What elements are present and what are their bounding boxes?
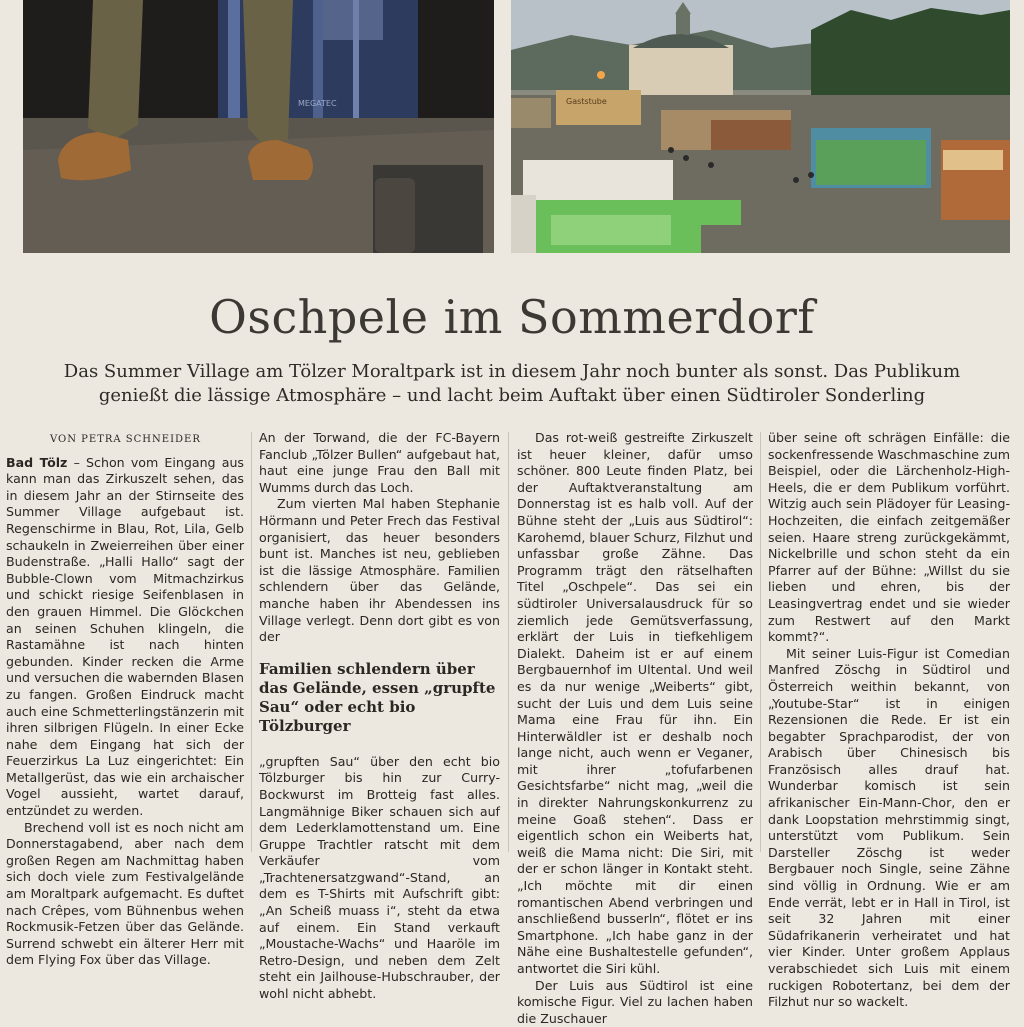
article-column-4 bbox=[768, 430, 1010, 1010]
article-headline: Oschpele im Sommerdorf bbox=[209, 290, 815, 344]
article-paragraph: Mit seiner Luis-Figur ist Comedian Manfred Zöschg in Südtirol und Österreich weithin bekannt, von „Youtube-Star“ ist in einigen Rezensionen die Rede. Er ist ein begabter Sprachparodist, der von Arabisch über Chinesisch bis Französisch alles drauf hat. Wunderbar komisch ist sein afrikanischer Ein-Mann-Chor, den er dank Loopstation mehrstimmig singt, unterstützt vom Publikum. Sein Darsteller Zöschg ist weder Bergbauer noch Single, seine Zähne sind völlig in Ordnung. Wie er am Ende verrät, lebt er in Hall in Tirol, ist seit 32 Jahren mit einer Südafrikanerin verheiratet und hat vier Kinder. Unter großem Applaus verabschiedet sich Luis mit einem ruckigen Robotertanz, bei dem der Filzhut nur so wackelt. bbox=[768, 645, 1010, 1010]
column-divider bbox=[508, 432, 509, 852]
paragraph-text: – Schon vom Eingang aus kann man das Zirkuszelt sehen, das in diesem Jahr an der Stirnseite des Summer Village aufgebaut ist. Regenschirme in Blau, Rot, Lila, Gelb schaukeln in Zweierreihen über einer Budenstraße. „Halli Hallo“ sagt der Bubble-Clown vom Mitmachzirkus und schickt riesige Seifenblasen in den grauen Himmel. Die Glöckchen an seinen Schuhen klingeln, die Rastamähne ist nach hinten gebunden. Kinder recken die Arme und versuchen die wabernden Blasen zu fangen. Großen Eindruck macht auch eine Schmetterlingstänzerin mit ihren silbrigen Flügeln. In einer Ecke nahe dem Eingang hat sich der Feuerzirkus La Luz eingerichtet: Ein Metallgerüst, das wie ein archaischer Vogel aussieht, wartet darauf, entzündet zu werden. bbox=[6, 454, 244, 819]
article-column-3 bbox=[517, 430, 753, 1026]
article-paragraph: über seine oft schrägen Einfälle: die sockenfressende Waschmaschine zum Beispiel, oder die Lärchenholz-High-Heels, die er dem Publikum vorführt. Witzig auch sein Plädoyer für Leasing-Hochzeiten, die einfach zeitgemäßer seien. Haare streng zurückgekämmt, Nickelbrille und schon steht da ein Pfarrer auf der Bühne: „Willst du sie lieben und ehren, bis der Leasingvertrag endet und sie wieder zum Restwert auf den Markt kommt?“. bbox=[768, 430, 1010, 645]
article-byline: VON PETRA SCHNEIDER bbox=[50, 434, 201, 445]
article-paragraph bbox=[6, 455, 244, 820]
article-dateline: Bad Tölz bbox=[6, 454, 68, 470]
stage-logo-text: MEGATEC bbox=[298, 99, 337, 108]
photo-stage-performer bbox=[23, 0, 494, 253]
gaststube-sign-text: Gaststube bbox=[566, 97, 607, 106]
article-paragraph: Das rot-weiß gestreifte Zirkuszelt ist heuer kleiner, dafür umso schöner. 800 Leute finden Platz, bei der Auftaktveranstaltung am Donnerstag ist es halb voll. Auf der Bühne steht der „Luis aus Südtirol“: Karohemd, blauer Schurz, Filzhut und unfassbar große Zähne. Das Programm trägt den rätselhaften Titel „Oschpele“. Das sei ein südtiroler Universalausdruck für so ziemlich jede Gemütsverfassung, erklärt der Luis in tiefkehligem Dialekt. Daheim ist er auf einem Bergbauernhof im Ultental. Und weil es da nur wenige „Weiberts“ gibt, sucht der Luis und dem Luis seine Mama eine Frau für ihn. Ein Hinterwäldler ist er deshalb noch lange nicht, auch wenn er Veganer, mit ihrer „tofufarbenen Gesichtsfarbe“ nicht mag, „weil die in direkter Nahrungskonkurrenz zu meine Goaß stehen“. Dass er eigentlich schon ein Weiberts hat, weiß die Mama nicht: Die Siri, mit der er schon länger in Kontakt steht. „Ich möchte mit dir einen romantischen Abend verbringen und anschließend busserln“, flötet er ins Smartphone. „Ich habe ganz in der Nähe eine Bushaltestelle gefunden“, antwortet die Siri kühl. bbox=[517, 430, 753, 976]
village-photo-graphic bbox=[511, 0, 1010, 253]
article-column-1 bbox=[6, 430, 244, 968]
article-paragraph: „grupften Sau“ über den echt bio Tölzburger bis hin zur Curry-Bockwurst im Brotteig fast alles. Langmähnige Biker schauen sich auf dem Lederklamottenstand um. Eine Gruppe Trachtler ratscht mit dem Verkäufer vom „Trachtenersatzgwand“-Stand, an dem es T-Shirts mit Aufschrift gibt: „An Scheiß muass i“, steht da etwa auf einem. Ein Stand verkauft „Moustache-Wachs“ und Haaröle im Retro-Design, und neben dem Zelt steht ein Jailhouse-Hubschrauber, der wohl nicht abhebt. bbox=[259, 753, 500, 1002]
article-paragraph: An der Torwand, die der FC-Bayern Fanclub „Tölzer Bullen“ aufgebaut hat, haut eine junge Frau den Ball mit Wumms durch das Loch. bbox=[259, 430, 500, 495]
article-subheadline: Das Summer Village am Tölzer Moraltpark ist in diesem Jahr noch bunter als sonst. Das Publikum genießt die lässige Atmosphäre – und lacht beim Auftakt über einen Südtiroler Sonderling bbox=[63, 361, 961, 406]
photo-festival-village bbox=[511, 0, 1010, 253]
column-divider bbox=[251, 432, 252, 852]
article-interhead: Familien schlendern über das Gelände, essen „grupfte Sau“ oder echt bio Tölzburger bbox=[259, 659, 496, 735]
article-paragraph: Der Luis aus Südtirol ist eine komische Figur. Viel zu lachen haben die Zuschauer bbox=[517, 977, 753, 1026]
column-divider bbox=[760, 432, 761, 852]
stage-photo-graphic bbox=[23, 0, 494, 253]
article-column-2 bbox=[259, 430, 500, 1002]
article-paragraph: Brechend voll ist es noch nicht am Donnerstagabend, aber nach dem großen Regen am Nachmittag haben sich doch viele zum Festivalgelände am Moraltpark aufgemacht. Es duftet nach Crêpes, vom Bühnenbus wehen Rockmusik-Fetzen über das Gelände. Surrend schwebt ein älterer Herr mit dem Flying Fox über das Village. bbox=[6, 819, 244, 968]
article-paragraph: Zum vierten Mal haben Stephanie Hörmann und Peter Frech das Festival organisiert, das heuer besonders bunt ist. Manches ist neu, geblieben ist die lässige Atmosphäre. Familien schlendern über das Gelände, manche haben ihr Abendessen ins Village verlegt. Denn dort gibt es von der bbox=[259, 496, 500, 645]
